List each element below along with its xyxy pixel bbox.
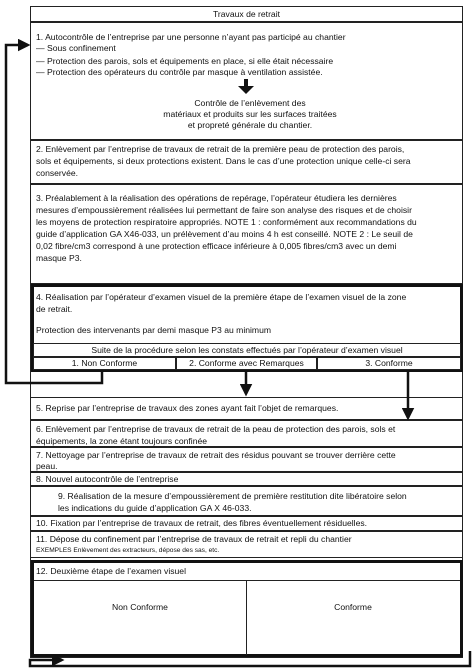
arrow-step1-control xyxy=(238,79,254,94)
control-text-3: et propreté générale du chantier. xyxy=(187,120,313,130)
step-4-line-2: de retrait. xyxy=(36,304,73,314)
step-12-conforme: Conforme xyxy=(334,602,372,612)
step-3-line-2: mesures d’empoussièrement réalisées lui permettant de faire son analyse des risques et de choisir xyxy=(36,205,412,215)
step-6-line-2: équipements, la zone étant toujours confinée xyxy=(36,436,208,446)
step-3-line-3: les moyens de protection respiratoire appropriés. NOTE 1 : conformément aux recommandations du xyxy=(36,217,417,227)
step-2-line-1: 2. Enlèvement par l’entreprise de travaux de retrait de la première peau de protection des parois, xyxy=(36,144,405,154)
step-2-line-2: sols et équipements, si deux protections existent. Dans le cas d’une protection unique celle-ci sera xyxy=(36,156,411,166)
step-11-line-1: 11. Dépose du confinement par l’entreprise de travaux de retrait et repli du chantier xyxy=(36,534,352,544)
step-3-line-5: 0,02 fibre/cm3 correspond à une protection efficace inférieure à 0,005 fibres/cm3 avec un demi xyxy=(36,241,397,251)
control-text-2: matériaux et produits sur les surfaces traitées xyxy=(163,109,337,119)
option-non-conforme-label: 1. Non Conforme xyxy=(71,358,138,368)
step-12-non-conforme: Non Conforme xyxy=(112,602,168,612)
step-5-text: 5. Reprise par l’entreprise de travaux des zones ayant fait l’objet de remarques. xyxy=(36,403,339,413)
step-4-line-3: Protection des intervenants par demi masque P3 au minimum xyxy=(36,325,272,335)
step-9-line-2: les indications du guide d’application GA X 46-033. xyxy=(58,503,252,513)
step-4-line-1: 4. Réalisation par l’opérateur d’examen visuel de la première étape de l’examen visuel de la zone xyxy=(36,292,407,302)
step-12-heading: 12. Deuxième étape de l’examen visuel xyxy=(36,566,187,576)
step-7-line-1: 7. Nettoyage par l’entreprise de travaux de retrait des résidus pouvant se trouver derrière cette xyxy=(36,450,396,460)
step-7-line-2: peau. xyxy=(36,461,58,471)
option-conforme-remarques-label: 2. Conforme avec Remarques xyxy=(189,358,304,368)
step-6-line-1: 6. Enlèvement par l’entreprise de travaux de retrait de la peau de protection des parois, sols et xyxy=(36,424,396,434)
step-1-bullet-1: — Sous confinement xyxy=(36,43,116,53)
option-conforme-label: 3. Conforme xyxy=(365,358,413,368)
step-3-line-4: guide d’application GA X46-033, un prélèvement d’au moins 4 h est conseillé. NOTE 2 : Le seuil de xyxy=(36,229,413,239)
control-text-1: Contrôle de l’enlèvement des xyxy=(194,98,306,108)
step-3-line-6: masque P3. xyxy=(36,253,82,263)
step-4-suite-text: Suite de la procédure selon les constats effectués par l’opérateur d’examen visuel xyxy=(91,345,403,355)
step-8-text: 8. Nouvel autocontrôle de l’entreprise xyxy=(36,474,179,484)
arrow-nonconforme-loop xyxy=(6,45,102,383)
arrow-step12-loop xyxy=(30,651,470,666)
step-11-examples: EXEMPLES Enlèvement des extracteurs, dépose des sas, etc. xyxy=(36,547,220,554)
step-10-text: 10. Fixation par l’entreprise de travaux de retrait, des fibres éventuellement résiduelles. xyxy=(36,518,368,528)
step-1-heading: 1. Autocontrôle de l’entreprise par une personne n’ayant pas participé au chantier xyxy=(36,32,346,42)
page-title: Travaux de retrait xyxy=(212,9,281,19)
step-3-line-1: 3. Préalablement à la réalisation des opérations de repérage, l’opérateur étudiera les dernières xyxy=(36,193,397,203)
step-1-bullet-3: — Protection des opérateurs du contrôle par masque à ventilation assistée. xyxy=(36,67,323,77)
step-9-line-1: 9. Réalisation de la mesure d’empoussièrement de première restitution dite libératoire selon xyxy=(58,491,407,501)
step-2-line-3: conservée. xyxy=(36,168,79,178)
step-1-bullet-2: — Protection des parois, sols et équipements en place, si elle était nécessaire xyxy=(36,56,334,66)
